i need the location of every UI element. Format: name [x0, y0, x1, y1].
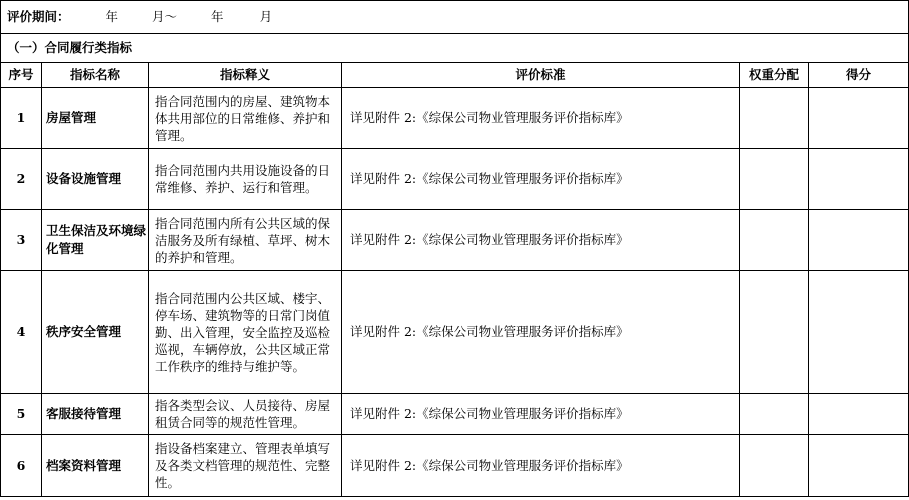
row-criteria: 详见附件 2:《综保公司物业管理服务评价指标库》 [342, 394, 740, 435]
table-row [1, 88, 909, 149]
row-seq: 3 [1, 210, 42, 271]
row-seq: 1 [1, 88, 42, 149]
row-criteria: 详见附件 2:《综保公司物业管理服务评价指标库》 [342, 271, 740, 394]
period-row [1, 1, 909, 34]
table-row [1, 149, 909, 210]
period-month-start: 月～ [152, 9, 178, 24]
row-weight[interactable] [740, 271, 809, 394]
row-desc: 指各类型会议、人员接待、房屋租赁合同等的规范性管理。 [149, 394, 342, 435]
row-weight[interactable] [740, 394, 809, 435]
row-desc: 指合同范围内所有公共区域的保洁服务及所有绿植、草坪、树木的养护和管理。 [149, 210, 342, 271]
row-desc: 指设备档案建立、管理表单填写及各类文档管理的规范性、完整性。 [149, 435, 342, 497]
row-weight[interactable] [740, 149, 809, 210]
row-desc: 指合同范围内的房屋、建筑物本体共用部位的日常维修、养护和管理。 [149, 88, 342, 149]
row-criteria: 详见附件 2:《综保公司物业管理服务评价指标库》 [342, 88, 740, 149]
header-score: 得分 [809, 63, 909, 88]
table-row [1, 210, 909, 271]
header-name: 指标名称 [42, 63, 149, 88]
row-seq: 4 [1, 271, 42, 394]
header-desc: 指标释义 [149, 63, 342, 88]
header-criteria: 评价标准 [342, 63, 740, 88]
row-criteria: 详见附件 2:《综保公司物业管理服务评价指标库》 [342, 149, 740, 210]
period-year-end: 年 [211, 9, 224, 24]
row-name: 客服接待管理 [42, 394, 149, 435]
row-score[interactable] [809, 435, 909, 497]
period-label: 评价期间： [7, 9, 70, 24]
row-name: 设备设施管理 [42, 149, 149, 210]
row-weight[interactable] [740, 88, 809, 149]
row-weight[interactable] [740, 210, 809, 271]
row-seq: 6 [1, 435, 42, 497]
row-score[interactable] [809, 210, 909, 271]
row-criteria: 详见附件 2:《综保公司物业管理服务评价指标库》 [342, 210, 740, 271]
table-row [1, 394, 909, 435]
section-row [1, 34, 909, 63]
row-score[interactable] [809, 149, 909, 210]
table-row [1, 271, 909, 394]
row-name: 秩序安全管理 [42, 271, 149, 394]
row-seq: 5 [1, 394, 42, 435]
row-desc: 指合同范围内公共区域、楼宇、停车场、建筑物等的日常门岗值勤、出入管理，安全监控及巡检巡视，车辆停放，公共区域正常工作秩序的维持与维护等。 [149, 271, 342, 394]
header-weight: 权重分配 [740, 63, 809, 88]
row-name: 房屋管理 [42, 88, 149, 149]
row-name: 档案资料管理 [42, 435, 149, 497]
period-year-start: 年 [105, 9, 119, 24]
row-seq: 2 [1, 149, 42, 210]
row-score[interactable] [809, 271, 909, 394]
table-row [1, 435, 909, 497]
period-cell [1, 1, 909, 34]
row-desc: 指合同范围内共用设施设备的日常维修、养护、运行和管理。 [149, 149, 342, 210]
section-title: （一）合同履行类指标 [1, 34, 909, 63]
period-month-end: 月 [259, 9, 273, 24]
row-criteria: 详见附件 2:《综保公司物业管理服务评价指标库》 [342, 435, 740, 497]
row-score[interactable] [809, 88, 909, 149]
row-name: 卫生保洁及环境绿化管理 [42, 210, 149, 271]
header-seq: 序号 [1, 63, 42, 88]
row-score[interactable] [809, 394, 909, 435]
header-row [1, 63, 909, 88]
row-weight[interactable] [740, 435, 809, 497]
